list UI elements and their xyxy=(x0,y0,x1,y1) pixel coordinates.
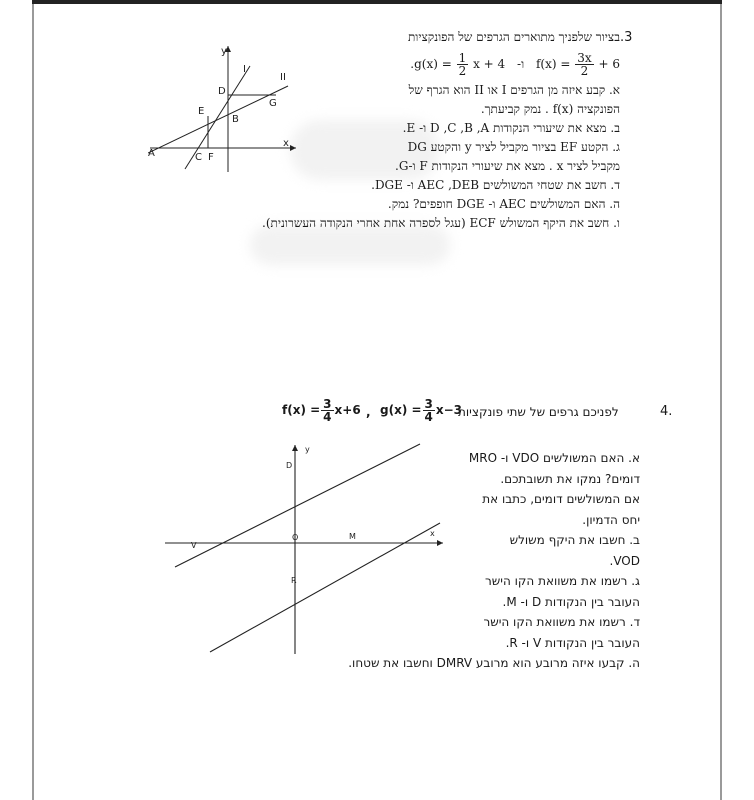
fig4-label-y: y xyxy=(305,445,310,454)
fig3-label-II: II xyxy=(280,72,286,83)
f-suffix: + 6 xyxy=(598,57,620,71)
question3-item: מקביל לציר x . מצא את שיעורי הנקודות F ו-G. xyxy=(395,159,620,173)
question3-figure xyxy=(148,44,298,174)
fig3-label-C: C xyxy=(195,152,202,163)
question4-item: ב. חשבו את היקף משולש xyxy=(509,533,640,547)
question4-title: לפניכם גרפים של שתי פונקציות xyxy=(458,405,619,419)
f-prefix: f(x) = xyxy=(535,57,571,71)
top-rule xyxy=(32,0,722,4)
question4-figure xyxy=(165,440,450,670)
page-border-left xyxy=(32,0,34,800)
connector: -ו xyxy=(517,57,525,71)
question3-item: ה. האם המשולשים AEC ו- DGE חופפים? נמק. xyxy=(387,197,620,211)
x-arrow-icon xyxy=(437,540,443,546)
line-f xyxy=(175,444,420,567)
question4-number: 4. xyxy=(660,404,673,419)
fig4-label-O: O xyxy=(292,533,299,542)
fig3-label-x: x xyxy=(283,138,289,149)
g-suffix: x + 4 xyxy=(473,57,506,71)
fig3-label-B: B xyxy=(232,114,239,125)
fig3-label-E: E xyxy=(198,106,205,117)
question4-item: א. האם המשולשים VDO ו- MRO xyxy=(468,451,640,465)
x-arrow-icon xyxy=(290,145,296,151)
page-border-right xyxy=(720,0,722,800)
question4-item: יחס הדמיון. xyxy=(582,512,640,527)
question4-item: ד. רשמו את משוואת הקו הישר xyxy=(483,615,640,629)
fig3-label-I: I xyxy=(243,64,246,75)
g-fraction: $\frac{1}{2}$ xyxy=(458,51,467,78)
question3-item: א. קבע איזה מן הגרפים I או II הוא הגרף של xyxy=(408,83,620,97)
f-fraction: $\frac{3x}{2}$ xyxy=(577,51,592,78)
g-prefix: .g(x) = xyxy=(410,57,452,71)
question4-item: העובר בין הנקודות V ו- R. xyxy=(505,635,640,650)
question4-item: אם המשולשים דומים, כתבו את xyxy=(482,492,640,506)
fig3-label-F: F xyxy=(208,152,214,163)
fig3-label-y: y xyxy=(221,46,227,57)
q4-f-formula: f(x) = $\frac{3}{4}$ x+6 xyxy=(282,397,361,424)
q4-g-formula: g(x) = $\frac{3}{4}$ x−3 xyxy=(380,397,463,424)
fig3-label-A: A xyxy=(148,148,155,159)
question3-item: ג. הקטע EF בציור מקביל לציר y והקטע DG xyxy=(407,140,620,154)
question4-header xyxy=(268,398,688,430)
question3-item: ו. חשב את היקף המשולש ECF (עגל לספרה אחת אחרי הנקודה העשרונית). xyxy=(262,216,620,230)
fig4-label-D: D xyxy=(286,461,293,470)
question4-item: ה. קבעו איזה מרובע הוא מרובע DMRV וחשבו את שטחו. xyxy=(348,656,640,670)
question3-item: ד. חשב את שטחי המשולשים AEC ,DEB ו- DGE. xyxy=(371,178,620,192)
fig3-label-D: D xyxy=(218,86,226,97)
y-arrow-icon xyxy=(292,445,298,451)
question4-item: VOD. xyxy=(609,553,640,568)
q4-separator: , xyxy=(366,405,371,419)
question4-item: ג. רשמו את משוואת הקו הישר xyxy=(485,574,640,588)
question4-item: העובר בין הנקודות D ו- M. xyxy=(502,594,640,609)
fig4-label-M: M xyxy=(349,532,356,541)
fig4-label-x: x xyxy=(430,529,435,538)
line-g xyxy=(210,523,440,652)
question3-number: .3 xyxy=(620,30,633,45)
question3-intro: בציור שלפניך מתוארים הגרפים של הפונקציות xyxy=(407,30,620,44)
question3-item: ב. מצא את שיעורי הנקודות D ,C ,B ,A ו- E. xyxy=(402,121,620,135)
question4-item: דומים? נמקו את תשובתכם. xyxy=(500,471,640,486)
fig3-label-G: G xyxy=(269,98,277,109)
fig4-label-R: R xyxy=(291,576,297,585)
fig4-label-V: V xyxy=(191,541,197,550)
question3-item: הפונקציה f(x) . נמק קביעתך. xyxy=(480,102,620,116)
